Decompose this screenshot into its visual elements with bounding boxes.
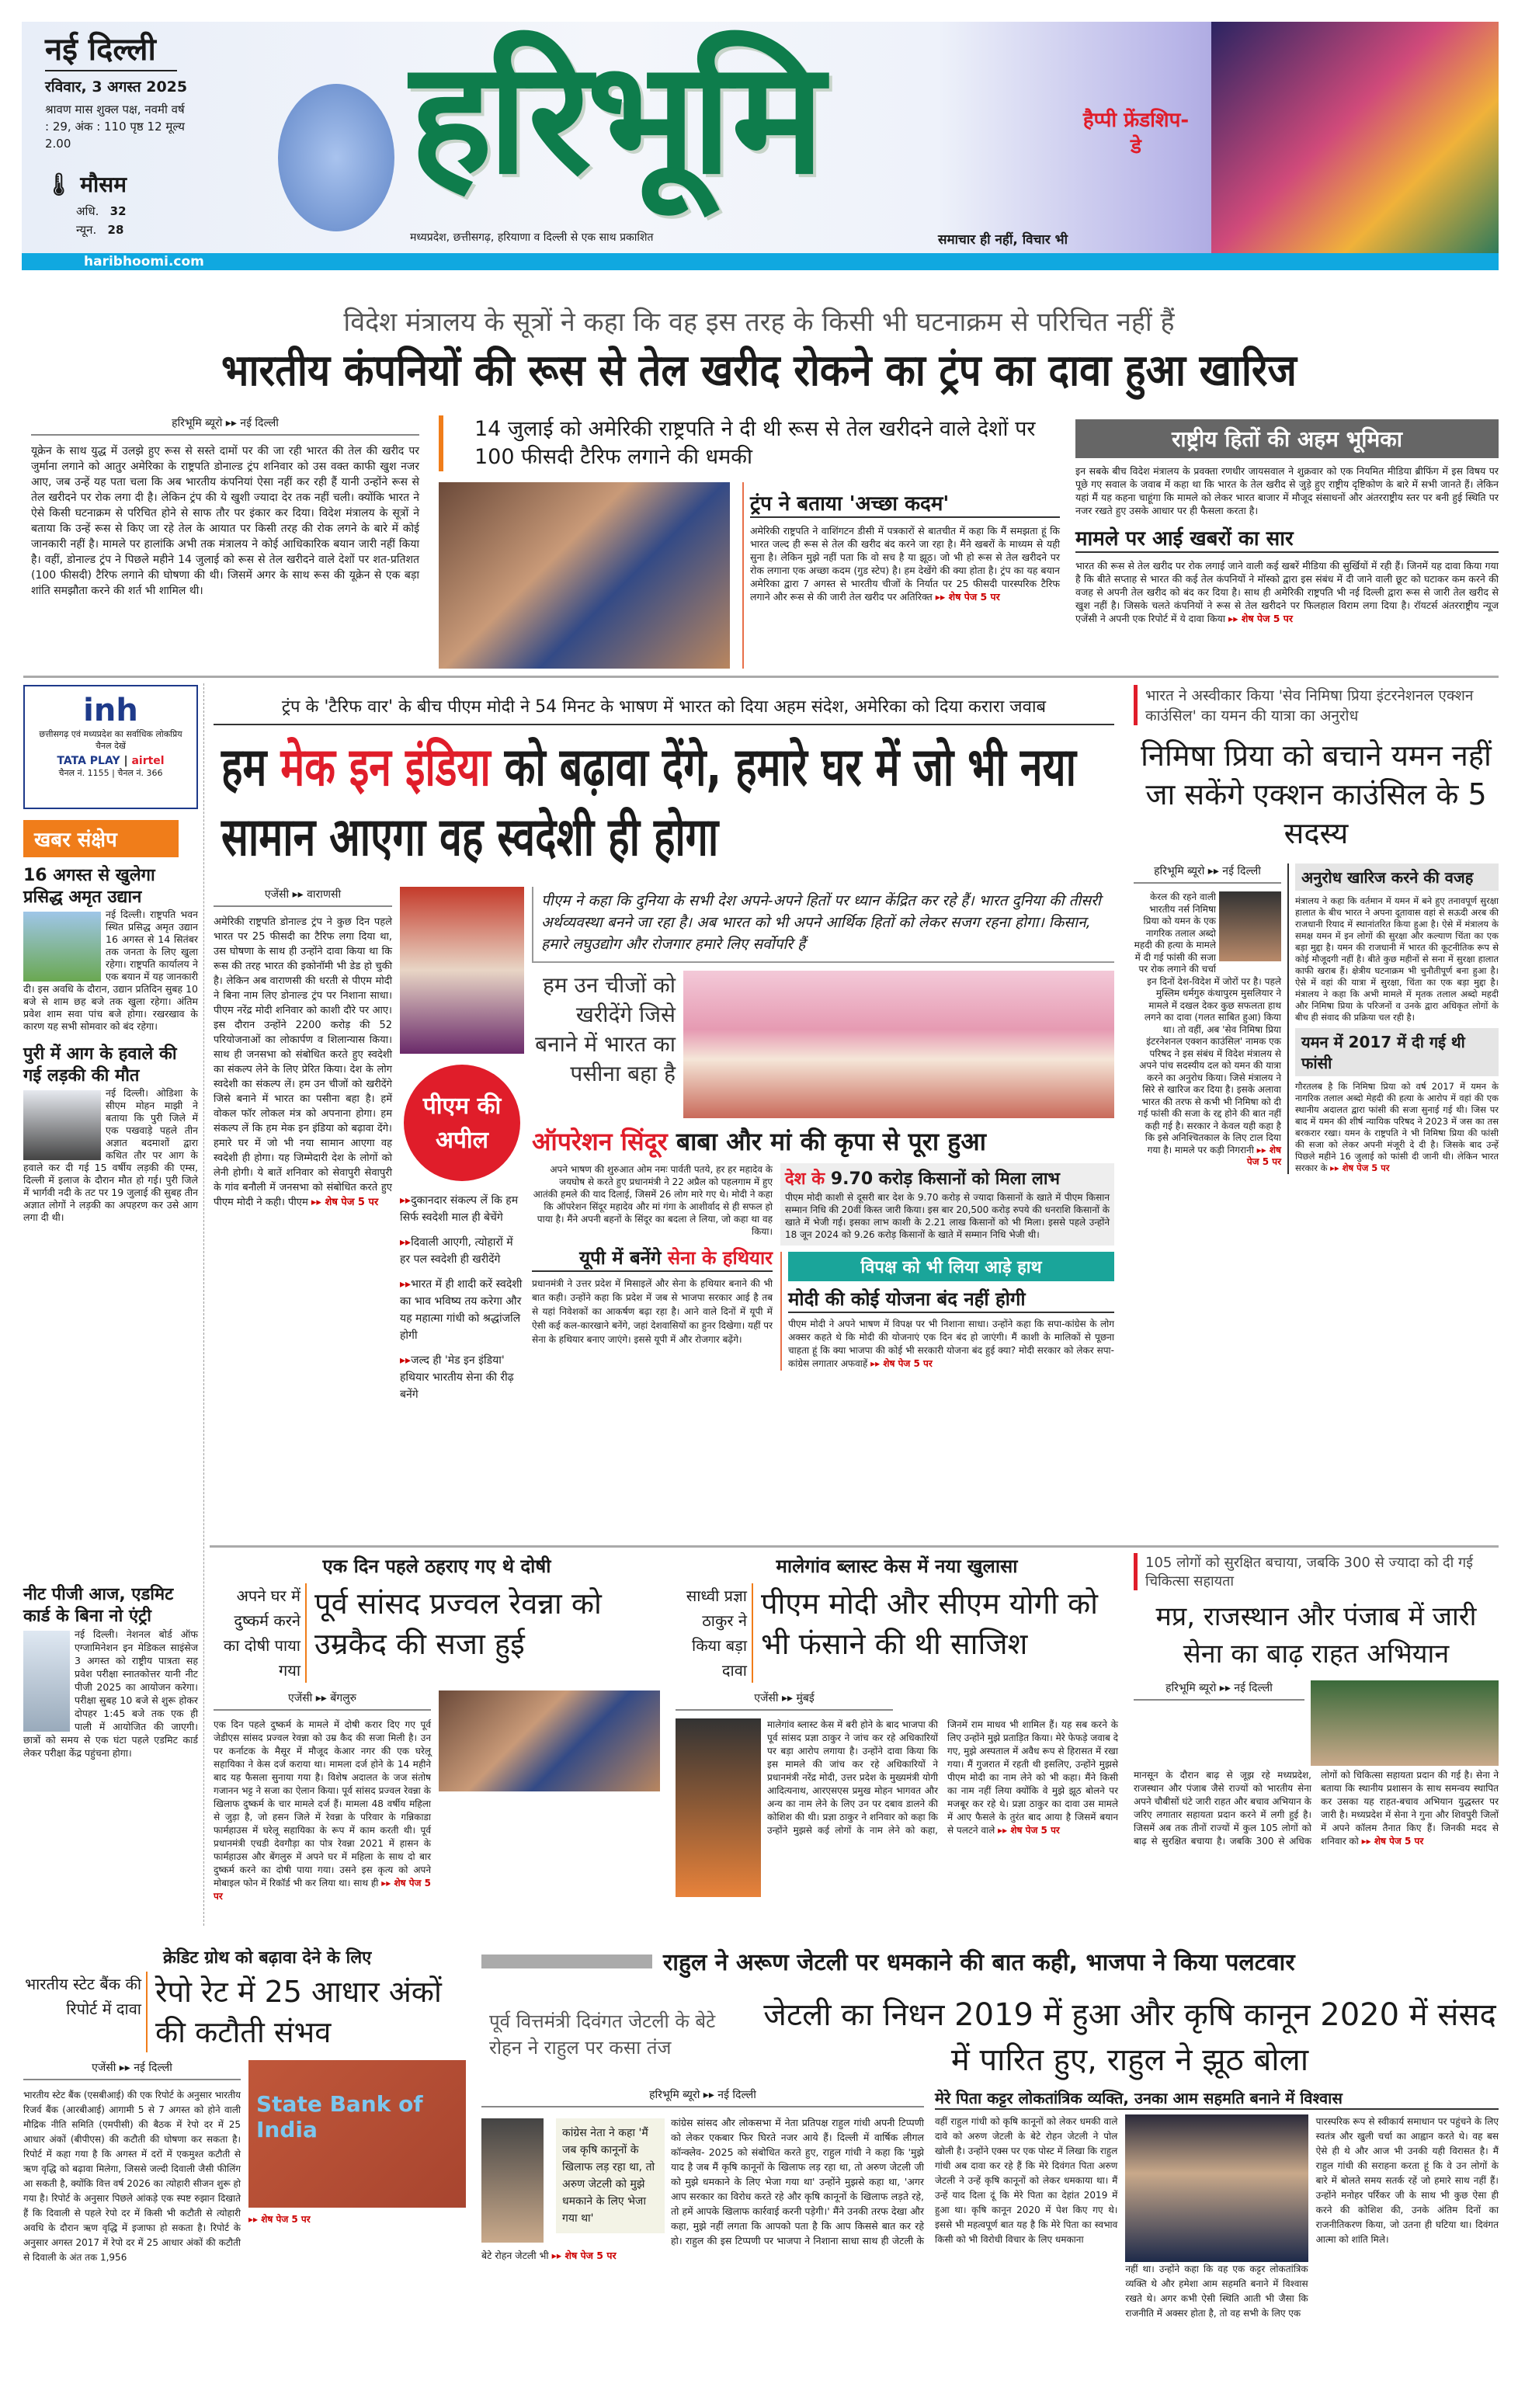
headline: मप्र, राजस्थान और पंजाब में जारी सेना का बाढ़ राहत अभियान [1155,1601,1477,1670]
main-kicker: ट्रंप के 'टैरिफ वार' के बीच पीएम मोदी ने 54 मिनट के भाषण में भारत को दिया अहम संदेश, अमेरिका को दिया करारा जवाब [214,685,1114,725]
appeal-item: ▸▸दिवाली आएगी, त्योहारों में हर पल स्वदेशी ही खरीदेंगे [400,1236,513,1266]
modi-speech-photo [400,887,524,1054]
rohan-jaitley-photo [1125,2114,1308,2262]
main-headline: हम मेक इन इंडिया को बढ़ावा देंगे, हमारे घर में जो भी नया सामान आएगा वह स्वदेशी ही होगा [221,737,1076,868]
headline: रेपो रेट में 25 आधार अंकों की कटौती संभव [155,1975,442,2049]
box-body: इन सबके बीच विदेश मंत्रालय के प्रवक्ता रणधीर जायसवाल ने शुक्रवार को एक नियमित मीडिया ब्रीफिंग में इस विषय पर पूछे गए सवाल के जवाब में कहा था कि भारत के तेल खरीद से जुड़े हुए राष्ट्रीय दृष्टिकोण के बारे में सभी जानते हैं। लेकिन यहां मैं यह कहना चाहूंगा कि मामले को लेकर भारत बाजार में मौजूद संसाधनों और अंतरराष्ट्रीय स्तर पर बनी हुई स्थिति पर नजर रखते हुए उसके आधार पर ही फैसला करता है। [1075,465,1499,516]
box-subtitle: मामले पर आई खबरों का सार [1075,523,1499,553]
newspaper-motto: समाचार ही नहीं, विचार भी [938,232,1068,248]
newspaper-logo: हरिभूमि [410,28,820,209]
nimisha-photo [1219,891,1281,961]
revanna-photo [439,1690,660,1791]
appeal-item: ▸▸दुकानदार संकल्प लें कि हम सिर्फ स्वदेशी माल ही बेचेंगे [400,1194,519,1224]
thermometer-icon: 🌡 [45,172,73,197]
main-body: अमेरिकी राष्ट्रपति डोनाल्ड ट्रंप ने कुछ दिन पहले भारत पर 25 फीसदी का टैरिफ लगा दिया था, उस घोषणा के साथ ही उन्होंने दावा किया था कि रूस की तरह भारत की इकोनॉमी भी डेड हो चुकी है। लेकिन अब वाराणसी की धरती से पीएम मोदी ने बिना नाम लिए डोनाल्ड ट्रंप पर निशाना साधा। पीएम नरेंद्र मोदी शनिवार को काशी दौरे पर आए। इस दौरान उन्होंने 2200 करोड़ की 52 परियोजनाओं का लोकार्पण व शिलान्यास किया। साथ ही जनसभा को संबोधित करते हुए स्वदेशी का संकल्प लेने के लिए प्रेरित किया। देश के लोग स्वदेशी का संकल्प लें। हम उन चीजों को खरीदेंगे जिसे बनाने में भारत का पसीना बहा है। हमें वोकल फॉर लोकल मंत्र को अपनाना होगा। हम संकल्प लें कि हम मेक इन इंडिया को बढ़ावा देंगे। हमारे घर में जो भी नया सामान आएगा वह स्वदेशी ही होगा। यह जिम्मेदारी देश के लोगों को लेनी होगी। ये बातें शनिवार को सेवापुरी सेवापुरी के गांव बनौली में जनसभा को संबोधित करते हुए पीएम मोदी ने कही। पीएम ▸▸ शेष पेज 5 पर [214,916,392,1208]
sbi-building-photo: State Bank of India [248,2060,466,2208]
flood-story: 105 लोगों को सुरक्षित बचाया, जबकि 300 से ज्यादा को दी गई चिकित्सा सहायता मप्र, राजस्थान और पंजाब में जारी सेना का बाढ़ राहत अभियान हरिभूमि ब्यूरो ▸▸ नई दिल्ली मानसून के दौरान बाढ़ से जूझ रहे मध्यप्रदेश, राजस्थान और पंजाब जैसे राज्यों को भारतीय सेना अपने चौबीसों घंटे जारी राहत और बचाव अभियान के जरिए लगातार सहायता प्रदान करने में लगी हुई है। जिसमें अब तक तीनों राज्यों में कुल 105 लोगों को बाढ़ से सुरक्षित बचाया है। जबकि 300 से अधिक लोगों को चिकित्सा सहायता प्रदान की गई है। सेना ने बताया कि स्थानीय प्रशासन के साथ समन्वय स्थापित कर उसका यह राहत-बचाव अभियान युद्धस्तर पर जारी है। मध्यप्रदेश में सेना ने गुना और शिवपुरी जिलों में अपने कॉलम तैनात किए हैं। जिनकी मदद से शनिवार को ▸▸ शेष पेज 5 पर [1134,1555,1499,1847]
kicker: मालेगांव ब्लास्ट केस में नया खुलासा [776,1555,1018,1577]
news-brief-label: खबर संक्षेप [23,820,179,857]
inh-channel-ad[interactable]: inh छत्तीसगढ़ एवं मध्यप्रदेश का सर्वाधिक लोकप्रिय चैनल देखें TATA PLAY | airtel चैनल नं. 1155 | चैनल नं. 366 [23,685,198,809]
opposition-box: विपक्ष को भी लिया आड़े हाथ मोदी की कोई योजना बंद नहीं होगी पीएम मोदी ने अपने भाषण में विपक्ष पर भी निशाना साधा। उन्होंने कहा कि सपा-कांग्रेस के लोग अक्सर कहते थे कि मोदी की योजनाएं एक दिन बंद हो जाएंगी। मैं काशी के मालिकों से पूछना चाहता हूं कि क्या भाजपा की कोई भी सरकारी योजना बंद हुई क्या? मोदी सरकार को लेकर सपा-कांग्रेस लगातार अफवाहें ▸▸ शेष पेज 5 पर [780,1252,1114,1371]
masthead [22,22,1499,270]
section-divider [210,1545,1499,1548]
execution-subhead: यमन में 2017 में दी गई थी फांसी [1295,1028,1499,1076]
up-weapons-body: प्रधानमंत्री ने उत्तर प्रदेश में मिसाइलें और सेना के हथियार बनाने की भी बात कही। उन्होंने कहा कि प्रदेश में जब से भाजपा सरकार आई है तब से यहां निवेशकों का आकर्षण बढ़ा रहा है। आने वाले दिनों में यूपी में ऐसी कई कल-कारखाने बनेंगे, जहां देशवासियों का हुनर दिखेगा। यहीं पर सेना के हथियार बनाए जाएंगे। इससे यूपी में और रोजगार बढ़ेंगे। [532,1278,773,1345]
column-rule [203,683,204,1926]
pull-quote: हम उन चीजों को खरीदेंगे जिसे बनाने में भारत का पसीना बहा है [535,972,676,1086]
side-deck: साध्वी प्रज्ञा ठाकुर ने किया बड़ा दावा [676,1583,753,1683]
photo-putin-modi-trump [439,482,730,669]
event-stage-photo [683,971,1114,1118]
website-link[interactable]: haribhoomi.com [22,253,1499,270]
lead-story [31,415,419,599]
box-body-2: भारत की रूस से तेल खरीद पर रोक लगाई जाने वाली कई खबरें मीडिया की सुर्खियों में रही हैं। जिनमें यह दावा किया गया है कि बीते सप्ताह से भारत की कई तेल कंपनियों ने मॉस्को द्वारा इस संबंध में दी जाने वाली छूट को घटाकर कम करने की वजह से अपनी तेल खरीद को बंद कर दिया है। साथ ही अमेरिकी राष्ट्रपति भी नई दिल्ली द्वारा रूस से जारी तेल खरीद से खुश नहीं है। जिसके चलते कंपनियों ने रूस से तेल खरीदने पर फिलहाल विराम लगा दिया है। रॉयटर्स अंतरराष्ट्रीय न्यूज एजेंसी ने अपनी एक रिपोर्ट में ये दावा किया ▸▸ शेष पेज 5 पर [1075,560,1499,624]
farmers-headline: देश के 9.70 करोड़ किसानों को मिला लाभ [785,1169,1061,1189]
nimisha-headline: निमिषा प्रिया को बचाने यमन नहीं जा सकेंगे एक्शन काउंसिल के 5 सदस्य [1141,738,1492,850]
side-body: अमेरिकी राष्ट्रपति ने वाशिंगटन डीसी में पत्रकारों से बातचीत में कहा कि मैं समझता हूं कि भारत जल्द ही रूस से तेल की खरीद बंद करने जा रहा है। मैंने खबरों के माध्यम से यही सुना है। लेकिन मुझे नहीं पता कि वो सच है या झूठ। जो भी हो रूस से तेल खरीदने पर रोक लगाना एक अच्छा कदम (गुड स्टेप) है। हम देखेंगे की क्या होता है। ट्रंप का यह बयान अमेरिका द्वारा 7 अगस्त से भारतीय चीजों के निर्यात पर 25 फीसदी पारस्परिक टैरिफ लगाने और रूस से की जारी तेल खरीद पर अतिरिक्त ▸▸ शेष पेज 5 पर [750,525,1060,603]
kicker: 105 लोगों को सुरक्षित बचाया, जबकि 300 से ज्यादा को दी गई चिकित्सा सहायता [1134,1553,1499,1590]
pragya-thakur-photo [676,1718,761,1897]
headline: पूर्व सांसद प्रज्वल रेवन्ना को उम्रकैद की सजा हुई [314,1586,602,1661]
airtel-logo: airtel [131,755,165,767]
brief-item: 16 अगस्त से खुलेगा प्रसिद्ध अमृत उद्यान नई दिल्ली। राष्ट्रपति भवन स्थित प्रसिद्ध अमृत उद्यान 16 अगस्त से 14 सितंबर तक जनता के लिए खुला रहेगा। राष्ट्रपति कार्यालय ने एक बयान में यह जानकारी दी। इस अवधि के दौरान, उद्यान प्रतिदिन सुबह 10 बजे से शाम छह बजे तक खुला रहेगा। अंतिम प्रवेश शाम सवा पांच बजे होगा। रखरखाव के कारण यह सभी सोमवार को बंद रहेगा। [23,866,198,1032]
malegaon-story: मालेगांव ब्लास्ट केस में नया खुलासा साध्वी प्रज्ञा ठाकुर ने किया बड़ा दावा पीएम मोदी और सीएम योगी को भी फंसाने की थी साजिश एजेंसी ▸▸ मुंबई मालेगांव ब्लास्ट केस में बरी होने के बाद भाजपा की पूर्व सांसद प्रज्ञा ठाकुर ने जांच कर रहे अधिकारियों पर बड़ा आरोप लगाया है। उन्होंने दावा किया कि इस मामले की जांच कर रहे अधिकारियों ने प्रधानमंत्री नरेंद्र मोदी, उत्तर प्रदेश के मुख्यमंत्री योगी आदित्यनाथ, आरएसएस प्रमुख मोहन भागवत और अन्य का नाम लेने के लिए उन पर दबाव डालने की कोशिश की थी। प्रज्ञा ठाकुर ने शनिवार को कहा कि उन्होंने मुझसे कई लोगों के नाम लेने को कहा, जिनमें राम माधव भी शामिल हैं। यह सब करने के लिए उन्होंने मुझे प्रताड़ित किया। मेरे फेफड़े जवाब दे गए, मुझे अस्पताल में अवैध रूप से हिरासत में रखा गया। मैं गुजरात में रहती थी इसलिए, उन्होंने मुझसे पीएम मोदी का नाम लेने को भी कहा। मैंने किसी का नाम नहीं लिया क्योंकि वे मुझे झूठ बोलने पर मजबूर कर रहे थे। प्रज्ञा ठाकुर का दावा उस मामले में आए फैसले के तुरंत बाद आया है जिसमें बयान से पलटने वाले ▸▸ शेष पेज 5 पर [676,1553,1118,1900]
brief-item: नीट पीजी आज, एडमिट कार्ड के बिना नो एंट्री नई दिल्ली। नेशनल बोर्ड ऑफ एग्जामिनेशन इन मेडिकल साइंसेज 3 अगस्त को राष्ट्रीय पात्रता सह प्रवेश परीक्षा स्नातकोत्तर यानी नीट पीजी 2025 का आयोजन करेगा। परीक्षा सुबह 10 बजे से शुरू होकर दोपहर 1:45 बजे तक एक ही पाली में आयोजित की जाएगी। छात्रों को समय से एक घंटा पहले एडमिट कार्ड लेकर परीक्षा केंद्र पहुंचना होगा। [23,1585,198,1759]
rahul-quote: कांग्रेस नेता ने कहा 'मैं जब कृषि कानूनों के खिलाफ लड़ रहा था, तो अरुण जेटली को मुझे धमकाने के लिए भेजा गया था' [556,2118,665,2233]
byline: हरिभूमि ब्यूरो ▸▸ नई दिल्ली [31,415,419,436]
ad-brand: inh [83,693,138,728]
ad-text: छत्तीसगढ़ एवं मध्यप्रदेश का सर्वाधिक लोकप्रिय चैनल देखें [39,729,182,751]
operation-sindoor-headline: ऑपरेशन सिंदूर बाबा और मां की कृपा से पूरा हुआ [532,1127,986,1156]
appeal-item: ▸▸जल्द ही 'मेड इन इंडिया' हथियार भारतीय सेना की रीढ़ बनेंगे [400,1354,514,1401]
byline: हरिभूमि ब्यूरो ▸▸ नई दिल्ली [1134,863,1281,884]
tataplay-logo: TATA PLAY [57,755,120,767]
section-divider [23,676,1499,678]
reason-subhead: अनुरोध खारिज करने की वजह [1295,863,1499,891]
edition-city: नई दिल्ली [45,32,156,68]
friendship-illustration [278,84,394,231]
kicker: राहुल ने अरूण जेटली पर धमकाने की बात कही, भाजपा ने किया पलटवार [663,1949,1295,1976]
revanna-story: एक दिन पहले ठहराए गए थे दोषी अपने घर में दुष्कर्म करने का दोषी पाया गया पूर्व सांसद प्रज्वल रेवन्ना को उम्रकैद की सजा हुई एजेंसी ▸▸ बेंगलुरु एक दिन पहले दुष्कर्म के मामले में दोषी करार दिए गए पूर्व जेडीएस सांसद प्रज्वल रेवन्ना को उम्र कैद की सजा मिली है। उन पर कर्नाटक के मैसूर में मौजूद केआर नगर की एक घरेलू सहायिका ने केस दर्ज कराया था। मामला दर्ज होने के 14 महीने बाद यह फैसला सुनाया गया है। विशेष अदालत के जज संतोष गजानन भट्ट ने सजा का ऐलान किया। पूर्व सांसद प्रज्वल रेवन्ना के खिलाफ दुष्कर्म के चार मामले दर्ज हैं। मामला 48 वर्षीय महिला से जुड़ा है, जो हसन जिले में रेवन्ना के परिवार के गन्निकाडा फार्महाउस में घरेलू सहायिका के रूप में काम करती थी। पूर्व प्रधानमंत्री एचडी देवगौड़ा का पोत्र रेवन्ना 2021 में हासन के फार्महाउस और बेंगलुरु में अपने घर में महिला के साथ दो बार दुष्कर्म करने का दोषी पाया गया। उसने इस कृत्य को अपने मोबाइल फोन में रिकॉर्ड भी कर लिया था। साथ ही ▸▸ शेष पेज 5 पर [214,1553,660,1903]
victim-photo [23,1090,101,1160]
brief-item: पुरी में आग के हवाले की गई लड़की की मौत नई दिल्ली। ओडिशा के सीएम मोहन माझी ने बताया कि पुरी जिले में एक पखवाड़े पहले तीन अज्ञात बदमाशों द्वारा कथित तौर पर आग के हवाले कर दी गई 15 वर्षीय लड़की की एम्स, दिल्ली में इलाज के दौरान मौत हो गई। पुरी जिले में भार्गवी नदी के तट पर 19 जुलाई की सुबह तीन अज्ञात लोगों ने लड़की का अपहरण कर उसे आग लगा दी थी। [23,1044,198,1223]
doctor-photo [23,1631,70,1732]
panchang-info: श्रावण मास शुक्ल पक्ष, नवमी वर्ष : 29, अंक : 110 पृष्ठ 12 मूल्य 2.00 [45,103,185,151]
side-deck: पूर्व वित्तमंत्री दिवंगत जेटली के बेटे रोहन ने राहुल पर कसा तंज [489,2010,716,2059]
lead-deck: 14 जुलाई को अमेरिकी राष्ट्रपति ने दी थी रूस से तेल खरीदने वाले देशों पर 100 फीसदी टैरिफ लगाने की धमकी [439,415,1060,471]
pm-quote: पीएम ने कहा कि दुनिया के सभी देश अपने-अपने हितों पर ध्यान केंद्रित कर रहे हैं। भारत दुनिया की तीसरी अर्थव्यवस्था बनने जा रहा है। अब भारत को भी अपने आर्थिक हितों को लेकर सजग रहना होगा। किसान, हमारे लघुउद्योग और रोजगार हमारे लिए सर्वोपरि हैं [532,887,1114,963]
sbi-story: क्रेडिट ग्रोथ को बढ़ावा देने के लिए भारतीय स्टेट बैंक की रिपोर्ट में दावा रेपो रेट में 25 आधार अंकों की कटौती संभव एजेंसी ▸▸ नई दिल्ली भारतीय स्टेट बैंक (एसबीआई) की एक रिपोर्ट के अनुसार भारतीय रिजर्व बैंक (आरबीआई) आगामी 5 से 7 अगस्त को होने वाली मौद्रिक नीति समिति (एमपीसी) की बैठक में रेपो दर में 25 आधार अंकों (बीपीएस) की कटौती की घोषणा कर सकता है। रिपोर्ट में कहा गया है कि अगस्त में दरों में एकमुश्त कटौती से ऋण वृद्धि को बढ़ावा मिलेगा, जिससे जल्दी दिवाली जैसी फीलिंग आ सकती है, क्योंकि वित्त वर्ष 2026 का त्योहारी सीजन शुरू हो गया है। रिपोर्ट के अनुसार पिछले आंकड़े एक स्पष्ट रुझान दिखाते हैं कि दिवाली से पहले रेपो दर में किसी भी कटौती से त्योहारी अवधि के दौरान ऋण वृद्धि में इजाफा हो सकता है। रिपोर्ट के अनुसार अगस्त 2017 में रेपो दर में 25 आधार अंकों की कटौती से दिवाली के अंत तक 1,956 State Bank of India ▸▸ शेष पेज 5 पर [23,1945,466,2265]
kicker: एक दिन पहले ठहराए गए थे दोषी [322,1555,551,1577]
edition-date: रविवार, 3 अगस्त 2025 [45,78,188,96]
up-weapons-headline: यूपी में बनेंगे सेना के हथियार [532,1246,773,1272]
weather-label: 🌡 मौसम [45,172,127,197]
army-rescue-photo [1311,1680,1499,1766]
side-deck: भारतीय स्टेट बैंक की रिपोर्ट में दावा [23,1972,148,2052]
friends-illustration [1211,22,1499,255]
lead-body: यूक्रेन के साथ युद्ध में उलझे हुए रूस से सस्ते दामों पर की जा रही भारत की तेल की खरीद पर जुर्माना लगाने को आतुर अमेरिका के राष्ट्रपति डोनाल्ड ट्रंप शनिवार को उस वक्त काफी खुश नजर आए, जब उन्हें यह पता चला कि अब भारतीय कंपनियां ऐसा नहीं कर रही हैं यानी उन्होंने रूस से तेल खरीदने पर रोक लगा दी है। लेकिन ट्रंप की ये खुशी ज्यादा देर तक नहीं चली। क्योंकि भारत ने ऐसे किसी घटनाक्रम से परिचित होने से साफ तौर पर इंकार कर दिया। विदेश मंत्रालय के सूत्रों ने बताया कि उन्हें रूस से किए जा रहे तेल के आयात पर किसी तरह की रोक लगने के बारे में कोई जानकारी नहीं है। मामले पर हालांकि अभी तक मंत्रालय ने कोई आधिकारिक बयान जारी नहीं किया है। वहीं, डोनाल्ड ट्रंप ने पिछले महीने 14 जुलाई को रूस से तेल खरीदने वाले देशों पर शत-प्रतिशत (100 फीसदी) टैरिफ लगाने की घोषणा की थी। जिसमें अगर के साथ रूस की यूक्रेन से एक बड़ा शांति समझौता करने की शर्त भी शामिल थी। [31,445,419,597]
headline: जेटली का निधन 2019 में हुआ और कृषि कानून 2020 में संसद में पारित हुए, राहुल ने झूठ बोला [763,1997,1496,2078]
lead-kicker: विदेश मंत्रालय के सूत्रों ने कहा कि वह इस तरह के किसी भी घटनाक्रम से परिचित नहीं हैं [343,307,1175,338]
nimisha-kicker: भारत ने अस्वीकार किया 'सेव निमिषा प्रिया इंटरनेशनल एक्शन काउंसिल' का यमन की यात्रा का अनुरोध [1134,685,1499,725]
lead-center [439,415,1060,669]
farmers-box: देश के 9.70 करोड़ किसानों को मिला लाभ पीएम मोदी काशी से दूसरी बार देश के 9.70 करोड़ से ज्यादा किसानों के खाते में पीएम किसान सम्मान निधि की 20वीं किस्त जारी किया। इस बार 20,500 करोड़ रुपये की धनराशि किसानों के खाते में भेजी गई। इसका लाभ काशी के 2.21 लाख किसानों को भी मिला। इससे पहले उन्होंने 18 जून 2024 को 9.26 करोड़ किसानों के खाते में सम्मान निधि भेजी थी। [780,1163,1114,1246]
divider [45,70,177,71]
main-story [214,685,1114,1403]
box-title: राष्ट्रीय हितों की अहम भूमिका [1075,419,1499,458]
nimisha-story: भारत ने अस्वीकार किया 'सेव निमिषा प्रिया इंटरनेशनल एक्शन काउंसिल' का यमन की यात्रा का अनुरोध निमिषा प्रिया को बचाने यमन नहीं जा सकेंगे एक्शन काउंसिल के 5 सदस्य हरिभूमि ब्यूरो ▸▸ नई दिल्ली केरल की रहने वाली भारतीय नर्स निमिषा प्रिया को यमन के एक नागरिक तलाल अब्दो महदी की हत्या के मामले में दी गई फांसी की सजा पर रोक लगाने की चर्चा इन दिनों देश-विदेश में जोरों पर है। पहले मुस्लिम धर्मगुरु कंथापुरम मुसलियार ने मामले में दखल देकर कुछ सफलता हाथ लगने का दावा (गलत साबित हुआ) किया था। तो वहीं, अब 'सेव निमिषा प्रिया इंटरनेशनल एक्शन काउंसिल' नामक एक परिषद ने इस संबंध में विदेश मंत्रालय से अपने पांच सदस्यीय दल को यमन की यात्रा करने का अनुरोध किया। जिसे मंत्रालय ने सिरे से खारिज कर दिया है। इसके अलावा भारत की तरफ से कभी भी निमिषा को दी गई फांसी की सजा के रद्द होने की बात नहीं कही गई है। सरकार ने केवल यही कहा है कि इसे अनिश्चितकाल के लिए टाल दिया गया है। मामले पर कड़ी निगरानी ▸▸ शेष पेज 5 पर अनुरोध खारिज करने की वजह मंत्रालय ने कहा कि वर्तमान में यमन में बने हुए तनावपूर्ण सुरक्षा हालात के बीच भारत ने अपना दूतावास वहां से सऊदी अरब की राजधानी रियाद में स्थानांतरित किया हुआ है। ऐसे में मंत्रालय के समक्ष यमन में इन लोगों की सुरक्षा और कल्याण चिंता का एक बड़ा मुद्दा है। यमन की राजधानी में भारत की कूटनीतिक रूप से कोई मौजूदगी नहीं है। बीते कुछ महीनों से सना में सुरक्षा हालात काफी खराब हैं। क्षेत्रीय घटनाक्रम भी चुनौतीपूर्ण बना हुआ है। ऐसे में वहां की यात्रा में सुरक्षा, चिंता का एक बड़ा मुद्दा है। मंत्रालय ने कहा कि अभी मामले में मृतक तलाल अब्दो महदी और निमिषा प्रिया के परिजनों व उनके द्वारा अधिकृत लोगों के बीच ही संवाद की प्रक्रिया चल रही है। यमन में 2017 में दी गई थी फांसी गौरतलब है कि निमिषा प्रिया को वर्ष 2017 में यमन के नागरिक तलाल अब्दो मेहदी की हत्या के आरोप में वहां की एक स्थानीय अदालत द्वारा फांसी की सजा सुनाई गई थी। जिस पर बाद में यमन की शीर्ष न्यायिक परिषद ने 2023 में जस का तस बरकरार रखा। यमन के राष्ट्रपति ने भी निमिषा प्रिया की फांसी की सजा को लेकर अपनी मंजूरी दे दी है। जिसके बाद उन्हें पिछले महीने 16 जुलाई को फांसी दी जानी थी। लेकिन भारत सरकार के ▸▸ शेष पेज 5 पर [1134,685,1499,1174]
lead-headline: भारतीय कंपनियों की रूस से तेल खरीद रोकने का ट्रंप का दावा हुआ खारिज [221,346,1297,396]
rahul-gandhi-photo [481,2118,544,2243]
side-title: ट्रंप ने बताया 'अच्छा कदम' [750,488,1060,518]
appeal-item: ▸▸भारत में ही शादी करें स्वदेशी का भाव भविष्य तय करेगा और यह महात्मा गांधी को श्रद्धांजलि होगी [400,1278,523,1342]
appeal-list [400,1192,524,1403]
headline: पीएम मोदी और सीएम योगी को भी फंसाने की थी साजिश [761,1586,1098,1661]
nimisha-body: केरल की रहने वाली भारतीय नर्स निमिषा प्रिया को यमन के एक नागरिक तलाल अब्दो महदी की हत्या के मामले में दी गई फांसी की सजा पर रोक लगाने की चर्चा इन दिनों देश-विदेश में जोरों पर है। पहले मुस्लिम धर्मगुरु कंथापुरम मुसलियार ने मामले में दखल देकर कुछ सफलता हाथ लगने का दावा (गलत साबित हुआ) किया था। तो वहीं, अब 'सेव निमिषा प्रिया इंटरनेशनल एक्शन काउंसिल' नामक एक परिषद ने इस संबंध में विदेश मंत्रालय से अपने पांच सदस्यीय दल को यमन की यात्रा करने का अनुरोध किया। जिसे मंत्रालय ने सिरे से खारिज कर दिया है। इसके अलावा भारत की तरफ से कभी भी निमिषा को दी गई फांसी की सजा के रद्द होने की बात नहीं कही गई है। सरकार ने केवल यही कहा है कि इसे अनिश्चितकाल के लिए टाल दिया गया है। मामले पर कड़ी निगरानी ▸▸ शेष पेज 5 पर [1134,891,1281,1167]
friendship-day-greeting: हैप्पी फ्रेंडशिप-डे [1082,109,1190,158]
jaitley-story: राहुल ने अरूण जेटली पर धमकाने की बात कही, भाजपा ने किया पलटवार पूर्व वित्तमंत्री दिवंगत जेटली के बेटे रोहन ने राहुल पर कसा तंज जेटली का निधन 2019 में हुआ और कृषि कानून 2020 में संसद में पारित हुए, राहुल ने झूठ बोला हरिभूमि ब्यूरो ▸▸ नई दिल्ली कांग्रेस नेता ने कहा 'मैं जब कृषि कानूनों के खिलाफ लड़ रहा था, तो अरुण जेटली को मुझे धमकाने के लिए भेजा गया था' कांग्रेस सांसद और लोकसभा में नेता प्रतिपक्ष राहुल गांधी अपनी टिप्पणी को लेकर एकबार फिर घिरते नजर आये हैं। दिल्ली में वार्षिक लीगल कॉन्क्लेव- 2025 को संबोधित करते हुए, राहुल गांधी ने कहा कि 'मुझे याद है जब मैं कृषि कानूनों के खिलाफ लड़ रहा था, तो अरुण जेटली जी को मुझे धमकाने के लिए भेजा गया था' उन्होंने मुझसे कहा था, 'अगर आप सरकार का विरोध करते रहे और कृषि कानूनों के खिलाफ लड़ते रहे, तो हमें आपके खिलाफ कार्रवाई करनी पड़ेगी।' मैंने उनकी तरफ देखा और कहा, मुझे नहीं लगता कि आपको पता है कि आप किससे बात कर रहे हो। राहुल की इस टिप्पणी पर भाजपा ने निशाना साधा साथ ही जेटली के बेटे रोहन जेटली भी ▸▸ शेष पेज 5 पर मेरे पिता कट्टर लोकतांत्रिक व्यक्ति, उनका आम सहमति बनाने में विश्वास वहीं राहुल गांधी को कृषि कानूनों को लेकर धमकी वाले दावे को अरुण जेटली के बेटे रोहन जेटली ने पोल खोली है। उन्होंने एक्स पर एक पोस्ट में लिखा कि राहुल गांधी अब दावा कर रहे हैं कि मेरे दिवंगत पिता अरुण जेटली ने उन्हें कृषि कानूनों को लेकर धमकाया था। मैं उन्हें याद दिला दूं कि मेरे पिता का देहांत 2019 में हुआ था। कृषि कानून 2020 में पेश किए गए थे। इससे भी महत्वपूर्ण बात यह है कि मेरे पिता का स्वभाव किसी को भी विरोधी विचार के लिए धमकाना नहीं था। उन्होंने कहा कि वह एक कट्टर लोकतांत्रिक व्यक्ति थे और हमेशा आम सहमति बनाने में विश्वास रखते थे। अगर कभी ऐसी स्थिति आती भी जैसा कि राजनीति में अक्सर होता है, तो वह सभी के लिए एक पारस्परिक रूप से स्वीकार्य समाधान पर पहुंचने के लिए स्वतंत्र और खुली चर्चा का आह्वान करते थे। वह बस ऐसे ही थे और आज भी उनकी यही विरासत है। मैं राहुल गांधी की सराहना करता हूं कि वे उन लोगों के बारे में बोलते समय सतर्क रहें जो हमारे साथ नहीं हैं। उन्होंने मनोहर पर्रिकर जी के साथ भी कुछ ऐसा ही करने की कोशिश की, उनके अंतिम दिनों का राजनीतिकरण किया, जो उतना ही घटिया था। दिवंगत आत्मा को शांति मिले। [481,1945,1499,2321]
publication-tagline: मध्यप्रदेश, छत्तीसगढ़, हरियाणा व दिल्ली से एक साथ प्रकाशित [410,231,654,244]
continued-link[interactable]: ▸▸ शेष पेज 5 पर [248,2214,311,2225]
operation-sindoor-body: अपने भाषण की शुरुआत ओम नमः पार्वती पतये, हर हर महादेव के जयघोष से करते हुए प्रधानमंत्री ने 22 अप्रैल को पहलगाम में हुए आतंकी हमले की याद दिलाई, जिसमें 26 लोग मारे गए थे। मोदी ने कहा कि ऑपरेशन सिंदूर महादेव और मां गंगा के आशीर्वाद से ही सफल हो पाया है। मैंने अपनी बहनों के सिंदूर का बदला ले लिया, जो कहा था वह किया। [533,1164,773,1237]
side-deck: अपने घर में दुष्कर्म करने का दोषी पाया गया [214,1583,307,1683]
pm-appeal-badge: पीएम की अपील [404,1065,520,1181]
subhead: मेरे पिता कट्टर लोकतांत्रिक व्यक्ति, उनका आम सहमति बनाने में विश्वास [935,2087,1499,2110]
national-interest-box [1075,419,1499,625]
weather-temps: अधि. 32 न्यून. 28 [76,204,127,237]
chevron-decoration [481,1955,652,1968]
channel-numbers: चैनल नं. 1155 | चैनल नं. 366 [58,768,163,778]
left-sidebar [23,685,198,1224]
kicker: क्रेडिट ग्रोथ को बढ़ावा देने के लिए [163,1948,372,1968]
byline: एजेंसी ▸▸ वाराणसी [214,887,392,907]
amrit-udyan-photo [23,912,101,982]
